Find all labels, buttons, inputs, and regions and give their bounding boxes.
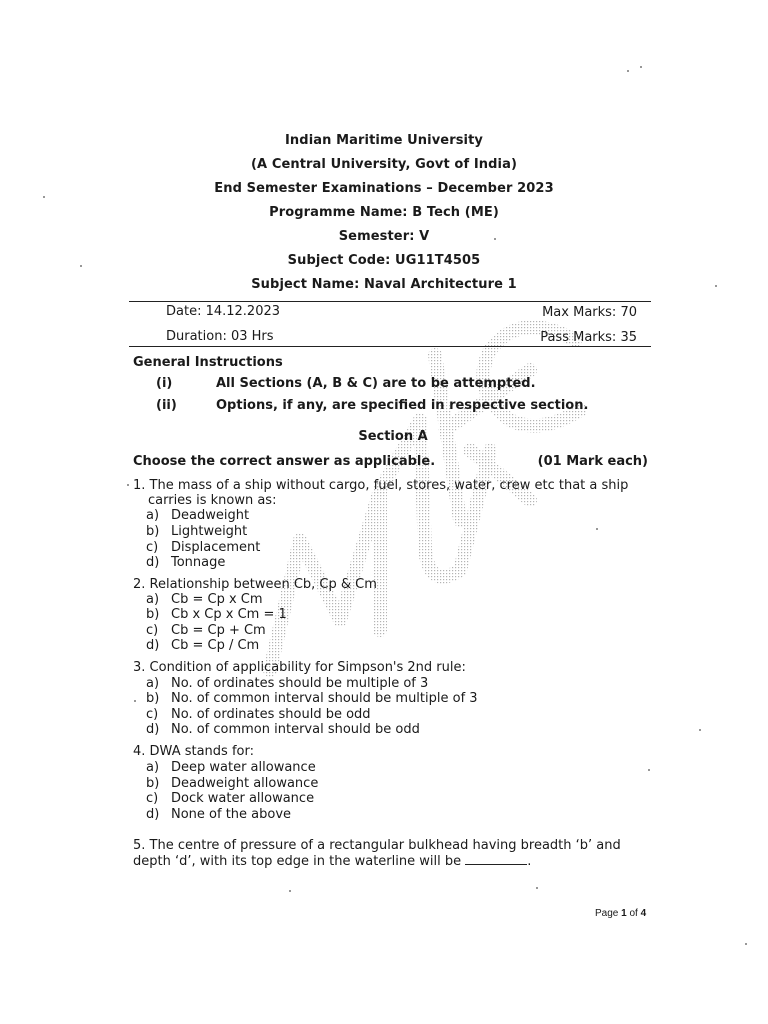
option-letter: b) <box>146 524 160 539</box>
option-letter: c) <box>146 791 159 806</box>
scan-speck <box>289 890 291 892</box>
scan-speck <box>648 769 650 771</box>
option-letter: b) <box>146 691 160 706</box>
question-text: 1. The mass of a ship without cargo, fuel, stores, water, crew etc that a ship <box>133 478 629 493</box>
question-text-fragment: depth ‘d’, with its top edge in the waterline will be <box>133 854 462 869</box>
scan-speck <box>715 285 717 287</box>
divider-bottom <box>129 346 651 347</box>
question-text: 4. DWA stands for: <box>133 744 254 759</box>
option-text: Cb = Cp / Cm <box>171 638 260 653</box>
scan-speck <box>80 265 82 267</box>
programme-name: Programme Name: B Tech (ME) <box>269 205 499 220</box>
section-directive: Choose the correct answer as applicable. <box>133 454 436 469</box>
option-text: Deadweight <box>171 508 250 523</box>
option-letter: a) <box>146 676 160 691</box>
option-letter: b) <box>146 607 160 622</box>
instruction-number: (ii) <box>156 398 177 413</box>
max-marks: Max Marks: 70 <box>542 305 637 320</box>
question-text-end: . <box>527 854 532 869</box>
answer-blank <box>465 853 527 865</box>
instructions-heading: General Instructions <box>133 355 283 370</box>
watermark-logo <box>230 300 610 700</box>
section-marks: (01 Mark each) <box>537 454 648 469</box>
divider-top <box>129 301 651 302</box>
option-text: Deadweight allowance <box>171 776 319 791</box>
section-title: Section A <box>358 429 428 444</box>
question-text: 5. The centre of pressure of a rectangular bulkhead having breadth ‘b’ and <box>133 838 621 853</box>
option-letter: a) <box>146 508 160 523</box>
university-subtitle: (A Central University, Govt of India) <box>250 157 518 172</box>
option-letter: a) <box>146 760 160 775</box>
scan-speck <box>127 484 129 486</box>
pass-marks: Pass Marks: 35 <box>540 330 637 345</box>
option-letter: d) <box>146 807 160 822</box>
option-letter: c) <box>146 623 159 638</box>
instruction-text: Options, if any, are specified in respective section. <box>216 398 589 413</box>
scan-speck <box>745 943 747 945</box>
page-total: 4 <box>640 908 647 919</box>
option-text: Displacement <box>171 540 261 555</box>
instruction-number: (i) <box>156 376 173 391</box>
option-text: None of the above <box>171 807 292 822</box>
scan-speck <box>640 66 642 68</box>
instruction-text: All Sections (A, B & C) are to be attempted. <box>216 376 536 391</box>
option-text: Cb = Cp + Cm <box>171 623 266 638</box>
option-letter: c) <box>146 707 159 722</box>
question-text-cont: carries is known as: <box>148 493 277 508</box>
exam-date: Date: 14.12.2023 <box>166 304 281 319</box>
option-text: Deep water allowance <box>171 760 316 775</box>
option-text: Dock water allowance <box>171 791 315 806</box>
option-letter: d) <box>146 638 160 653</box>
page-current: 1 <box>621 908 627 919</box>
scan-speck <box>134 700 136 702</box>
scan-speck <box>596 528 598 530</box>
question-text: 3. Condition of applicability for Simpson's 2nd rule: <box>133 660 466 675</box>
option-letter: a) <box>146 592 160 607</box>
exam-title: End Semester Examinations – December 2023 <box>214 181 554 196</box>
option-text: Cb = Cp x Cm <box>171 592 263 607</box>
option-text: Tonnage <box>171 555 226 570</box>
university-name: Indian Maritime University <box>285 133 483 148</box>
option-letter: d) <box>146 722 160 737</box>
option-text: No. of ordinates should be multiple of 3 <box>171 676 429 691</box>
page-of: of <box>626 908 641 919</box>
option-letter: c) <box>146 540 159 555</box>
option-text: No. of common interval should be multiple of 3 <box>171 691 478 706</box>
semester: Semester: V <box>338 229 430 244</box>
option-text: No. of common interval should be odd <box>171 722 420 737</box>
option-text: No. of ordinates should be odd <box>171 707 371 722</box>
exam-duration: Duration: 03 Hrs <box>166 329 274 344</box>
subject-name: Subject Name: Naval Architecture 1 <box>251 277 517 292</box>
scan-speck <box>627 70 629 72</box>
page-number <box>595 908 646 919</box>
subject-code: Subject Code: UG11T4505 <box>287 253 481 268</box>
scan-speck <box>699 729 701 731</box>
scan-speck <box>494 238 496 240</box>
question-text-cont <box>133 853 531 869</box>
option-letter: d) <box>146 555 160 570</box>
scan-speck <box>43 196 45 198</box>
question-text: 2. Relationship between Cb, Cp & Cm <box>133 577 377 592</box>
page-prefix: Page <box>595 908 622 919</box>
option-letter: b) <box>146 776 160 791</box>
option-text: Lightweight <box>171 524 248 539</box>
option-text: Cb x Cp x Cm = 1 <box>171 607 287 622</box>
scan-speck <box>536 887 538 889</box>
